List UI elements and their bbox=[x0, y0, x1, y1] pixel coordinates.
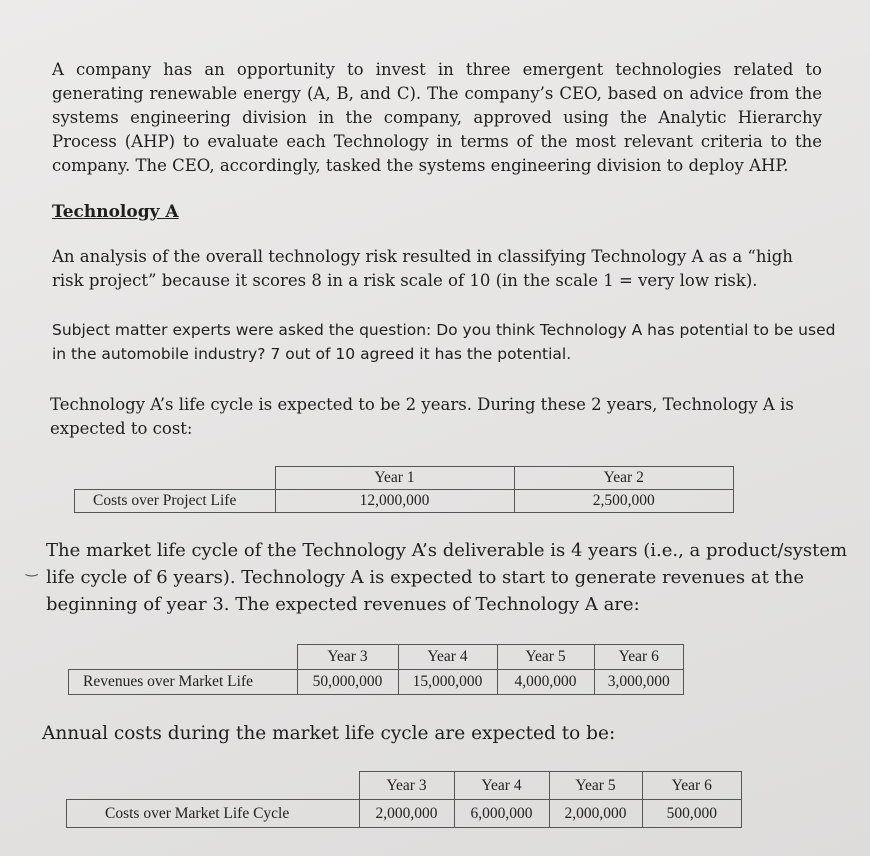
section-heading: Technology A bbox=[52, 202, 179, 222]
margin-mark: ‿ bbox=[26, 561, 38, 577]
header-cell: Year 4 bbox=[398, 645, 497, 670]
revenues-table bbox=[68, 644, 684, 695]
risk-paragraph: An analysis of the overall technology risk resulted in classifying Technology A as a “high risk project” because it scores 8 in a risk scale of 10 (in the scale 1 = very low risk). bbox=[52, 247, 793, 290]
value-cell: 4,000,000 bbox=[497, 670, 594, 695]
market-paragraph: The market life cycle of the Technology A’s deliverable is 4 years (i.e., a product/system life cycle of 6 years). Technology A is expected to start to generate revenues at the beginning of year 3. The expected revenues of Technology A are: bbox=[46, 540, 848, 615]
experts-paragraph: Subject matter experts were asked the question: Do you think Technology A has potential to be used in the automobile industry? 7 out of 10 agreed it has the potential. bbox=[52, 321, 836, 363]
value-cell: 3,000,000 bbox=[594, 670, 684, 695]
header-cell: Year 3 bbox=[359, 772, 454, 800]
table-row bbox=[69, 670, 684, 695]
header-cell: Year 6 bbox=[642, 772, 742, 800]
value-cell: 6,000,000 bbox=[454, 800, 549, 828]
table-header-row bbox=[75, 467, 734, 490]
annual-costs-paragraph: Annual costs during the market life cycle are expected to be: bbox=[42, 723, 616, 744]
value-cell: 12,000,000 bbox=[275, 490, 514, 513]
value-cell: 500,000 bbox=[642, 800, 742, 828]
header-cell: Year 4 bbox=[454, 772, 549, 800]
value-cell: 50,000,000 bbox=[297, 670, 398, 695]
intro-paragraph: A company has an opportunity to invest in three emergent technologies related to generating renewable energy (A, B, and C). The company’s CEO, based on advice from the systems engineering division in the company, approved using the Analytic Hierarchy Process (AHP) to evaluate each Technology in terms of the most relevant criteria to the company. The CEO, accordingly, tasked the systems engineering division to deploy AHP. bbox=[52, 60, 822, 175]
header-cell: Year 2 bbox=[514, 467, 734, 490]
row-label: Costs over Project Life bbox=[75, 490, 276, 513]
table-row bbox=[67, 800, 742, 828]
header-cell: Year 1 bbox=[275, 467, 514, 490]
table-row bbox=[75, 490, 734, 513]
table-header-row bbox=[67, 772, 742, 800]
row-label: Costs over Market Life Cycle bbox=[67, 800, 360, 828]
project-costs-table bbox=[74, 466, 734, 513]
value-cell: 2,500,000 bbox=[514, 490, 734, 513]
header-cell: Year 3 bbox=[297, 645, 398, 670]
table-header-row bbox=[69, 645, 684, 670]
value-cell: 2,000,000 bbox=[359, 800, 454, 828]
header-cell: Year 5 bbox=[497, 645, 594, 670]
value-cell: 2,000,000 bbox=[549, 800, 642, 828]
life-cycle-paragraph: Technology A’s life cycle is expected to be 2 years. During these 2 years, Technology A is expected to cost: bbox=[50, 395, 794, 438]
row-label: Revenues over Market Life bbox=[69, 670, 298, 695]
header-cell: Year 6 bbox=[594, 645, 684, 670]
value-cell: 15,000,000 bbox=[398, 670, 497, 695]
header-cell: Year 5 bbox=[549, 772, 642, 800]
market-costs-table bbox=[66, 771, 742, 828]
